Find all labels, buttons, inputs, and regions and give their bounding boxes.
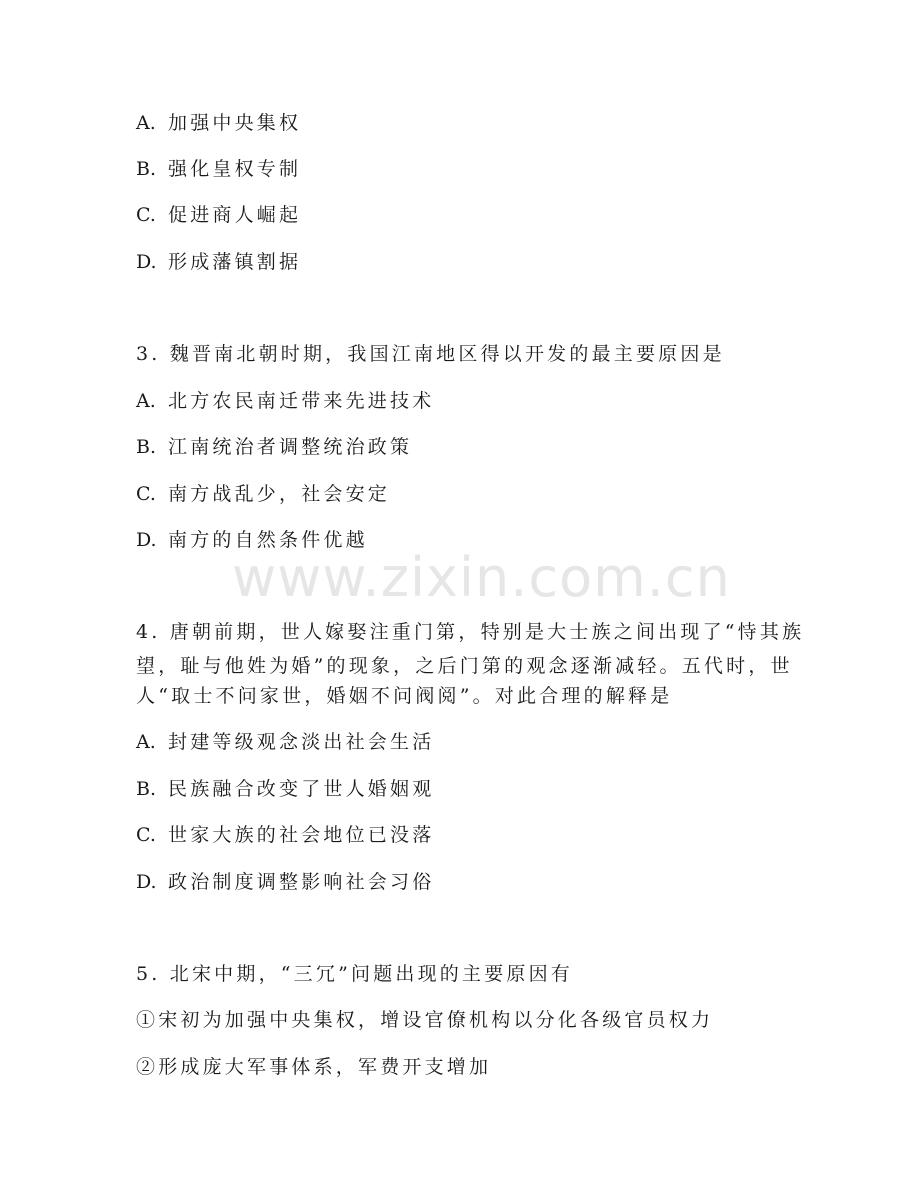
option-letter: B. [136,436,157,458]
option-letter: D. [136,529,157,551]
q3-option-b [136,435,412,459]
q4-stem-line-1: 4. 唐朝前期，世人嫁娶注重门第，特别是大士族之间出现了“恃其族 [136,621,805,643]
option-text: 南方战乱少，社会安定 [168,483,391,505]
option-letter: A. [136,390,156,412]
q2-option-a [136,111,301,135]
q3-option-c [136,482,390,506]
option-text: 民族融合改变了世人婚姻观 [168,778,435,800]
option-text: 强化皇权专制 [168,158,302,180]
option-text: 加强中央集权 [168,112,302,134]
q2-option-b [136,157,301,181]
option-letter: C. [136,483,156,505]
option-text: 江南统治者调整统治政策 [168,436,413,458]
option-letter: C. [136,204,156,226]
q3-stem: 3. 魏晋南北朝时期，我国江南地区得以开发的最主要原因是 [136,343,725,365]
q4-option-b [136,777,434,801]
q4-option-a [136,730,434,754]
q2-option-d [136,250,301,274]
watermark: www.zixin.com.cn [232,546,731,609]
q4-stem-line-3: 人“取士不问家世，婚姻不问阀阅”。对此合理的解释是 [136,685,673,707]
option-text: 形成藩镇割据 [168,251,302,273]
q4-option-c [136,823,434,847]
q5-stem: 5. 北宋中期，“三冗”问题出现的主要原因有 [136,963,573,985]
q4-option-d [136,870,434,894]
q3-option-d [136,528,368,552]
option-text: 促进商人崛起 [168,204,302,226]
option-letter: B. [136,778,157,800]
q4-stem-line-2: 望，耻与他姓为婚”的现象，之后门第的观念逐渐减轻。五代时，世 [136,655,793,677]
option-letter: B. [136,158,157,180]
option-text: 政治制度调整影响社会习俗 [168,871,435,893]
q3-option-a [136,389,434,413]
q5-item-1: ①宋初为加强中央集权，增设官僚机构以分化各级官员权力 [136,1009,714,1031]
option-letter: C. [136,824,156,846]
option-text: 北方农民南迁带来先进技术 [168,390,435,412]
option-letter: D. [136,871,157,893]
option-text: 南方的自然条件优越 [168,529,368,551]
q2-option-c [136,203,301,227]
q5-item-2: ②形成庞大军事体系，军费开支增加 [136,1056,492,1078]
option-text: 封建等级观念淡出社会生活 [168,731,435,753]
option-letter: A. [136,112,156,134]
option-letter: A. [136,731,156,753]
option-letter: D. [136,251,157,273]
option-text: 世家大族的社会地位已没落 [168,824,435,846]
